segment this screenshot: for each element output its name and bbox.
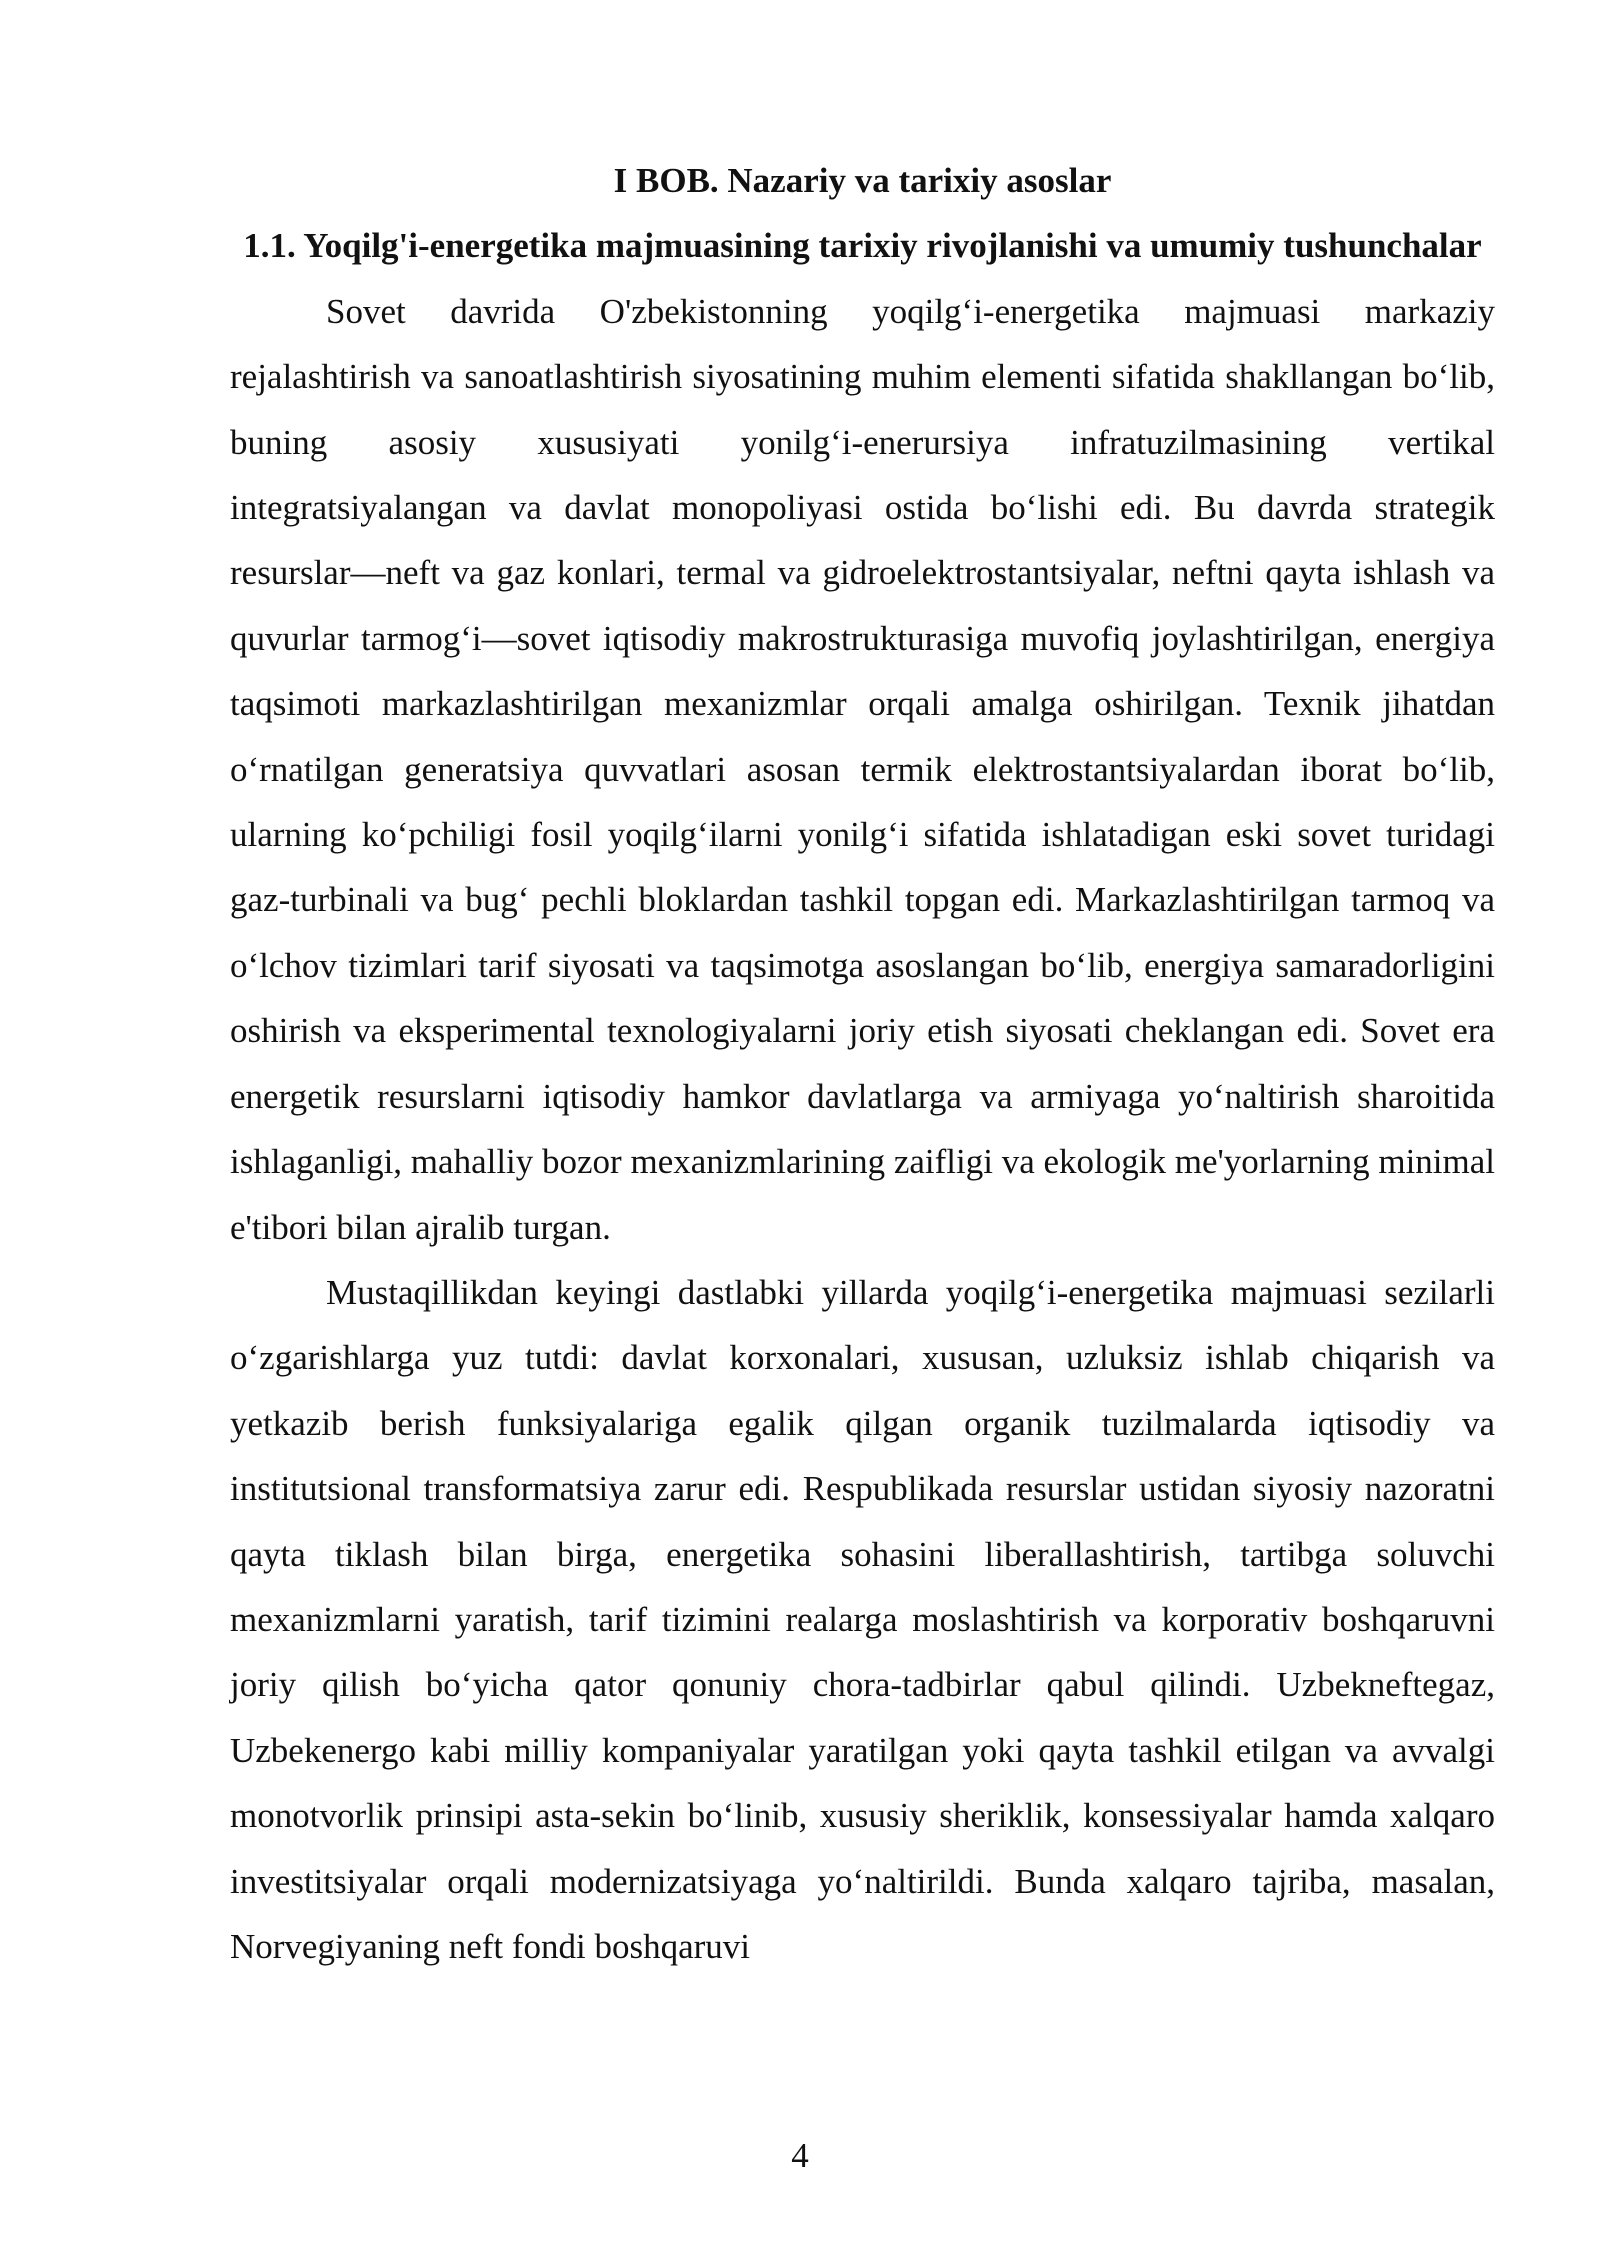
body-paragraph: Sovet davrida O'zbekistonning yoqilg‘i-energetika majmuasi markaziy rejalashtirish va sanoatlashtirish siyosatining muhim elementi sifatida shakllangan bo‘lib, buning asosiy xususiyati yonilg‘i-enerursiya infratuzilmasining vertikal integratsiyalangan va davlat monopoliyasi ostida bo‘lishi edi. Bu davrda strategik resurslar—neft va gaz konlari, termal va gidroelektrostantsiyalar, neftni qayta ishlash va quvurlar tarmog‘i—sovet iqtisodiy makrostrukturasiga muvofiq joylashtirilgan, energiya taqsimoti markazlashtirilgan mexanizmlar orqali amalga oshirilgan. Texnik jihatdan o‘rnatilgan generatsiya quvvatlari asosan termik elektrostantsiyalardan iborat bo‘lib, ularning ko‘pchiligi fosil yoqilg‘ilarni yonilg‘i sifatida ishlatadigan eski sovet turidagi gaz-turbinali va bug‘ pechli bloklardan tashkil topgan edi. Markazlashtirilgan tarmoq va o‘lchov tizimlari tarif siyosati va taqsimotga asoslangan bo‘lib, energiya samaradorligini oshirish va eksperimental texnologiyalarni joriy etish siyosati cheklangan edi. Sovet era energetik resurslarni iqtisodiy hamkor davlatlarga va armiyaga yo‘naltirish sharoitida ishlaganligi, mahalliy bozor mexanizmlarining zaifligi va ekologik me'yorlarning minimal e'tibori bilan ajralib turgan.	[230, 291, 1496, 1247]
body-paragraph: Mustaqillikdan keyingi dastlabki yillarda yoqilg‘i-energetika majmuasi sezilarli o‘zgarishlarga yuz tutdi: davlat korxonalari, xususan, uzluksiz ishlab chiqarish va yetkazib berish funksiyalariga egalik qilgan organik tuzilmalarda iqtisodiy va institutsional transformatsiya zarur edi. Respublikada resurslar ustidan siyosiy nazoratni qayta tiklash bilan birga, energetika sohasini liberallashtirish, tartibga soluvchi mexanizmlarni yaratish, tarif tizimini realarga moslashtirish va korporativ boshqaruvni joriy qilish bo‘yicha qator qonuniy chora-tadbirlar qabul qilindi. Uzbekneftegaz, Uzbekenergo kabi milliy kompaniyalar yaratilgan yoki qayta tashkil etilgan va avvalgi monotvorlik prinsipi asta-sekin bo‘linib, xususiy sheriklik, konsessiyalar hamda xalqaro investitsiyalar orqali modernizatsiyaga yo‘naltirildi. Bunda xalqaro tajriba, masalan, Norvegiyaning neft fondi boshqaruvi	[230, 1272, 1495, 1966]
section-title: 1.1. Yoqilg'i-energetika majmuasining tarixiy rivojlanishi va umumiy tushunchalar	[243, 226, 1482, 266]
chapter-title: I BOB. Nazariy va tarixiy asoslar	[613, 161, 1112, 200]
page-content	[230, 148, 1495, 1979]
page-number: 4	[791, 2136, 809, 2175]
